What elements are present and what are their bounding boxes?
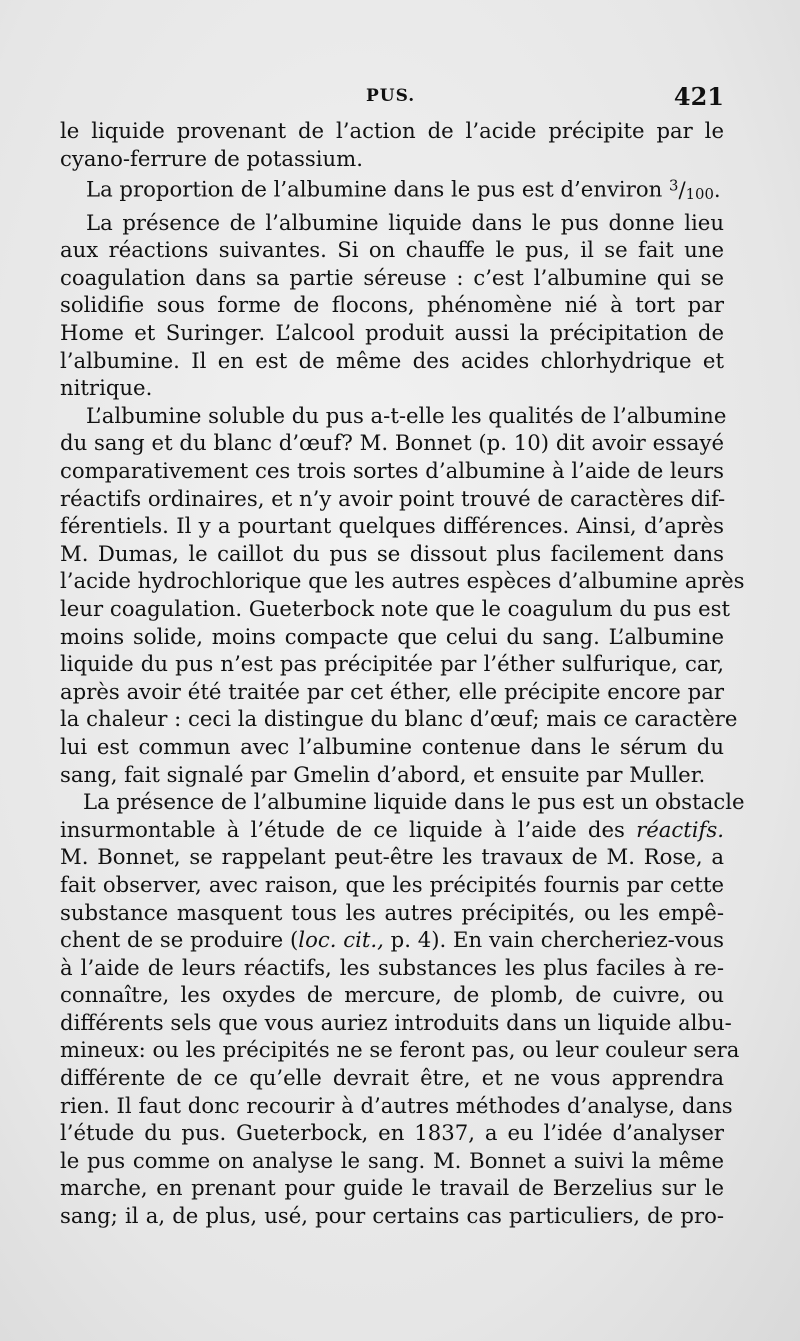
text-line: connaître, les oxydes de mercure, de plomb, de cuivre, ou [60,982,724,1008]
text-line-content: insurmontable à l’étude de ce liquide à l’aide des [60,816,625,842]
text-line: sang; il a, de plus, usé, pour certains cas particuliers, de pro- [60,1203,724,1229]
text-line: L’albumine soluble du pus a-t-elle les qualités de l’albumine [86,402,727,428]
text-line: nitrique. [60,375,153,401]
text-line [60,816,724,844]
text-line: fait observer, avec raison, que les précipités fournis par cette [60,871,724,897]
text-line: solidifie sous forme de flocons, phénomène nié à tort par [60,292,724,318]
text-line [60,172,724,208]
text-line-content: La proportion de l’albumine dans le pus est d’environ [86,176,663,202]
text-line: coagulation dans sa partie séreuse : c’est l’albumine qui se [60,264,724,290]
text-line [60,926,724,954]
text-line: après avoir été traitée par cet éther, elle précipite encore par [60,678,724,704]
text-line: férentiels. Il y a pourtant quelques différences. Ainsi, d’après [60,513,724,539]
text-line: différente de ce qu’elle devrait être, et ne vous apprendra [60,1065,724,1091]
fraction: $^3$/100. [669,176,721,204]
text-line: l’acide hydrochlorique que les autres espèces d’albumine après [60,568,745,594]
body-text [60,117,745,1230]
text-line: La présence de l’albumine liquide dans le pus est un obstacle [83,789,745,815]
text-line: leur coagulation. Gueterbock note que le coagulum du pus est [60,595,731,621]
text-line: cyano-ferrure de potassium. [60,145,364,171]
running-head: PUS. [366,86,416,106]
italic-term: réactifs. [636,816,724,842]
text-line: La présence de l’albumine liquide dans le pus donne lieu [86,209,724,235]
text-line: à l’aide de leurs réactifs, les substances les plus faciles à re- [60,954,724,980]
text-line: aux réactions suivantes. Si on chauffe le pus, il se fait une [60,237,724,263]
text-line-content: chent de se produire ( [60,927,299,953]
text-line: réactifs ordinaires, et n’y avoir point trouvé de caractères dif- [60,485,726,511]
text-line: lui est commun avec l’albumine contenue dans le sérum du [60,733,724,759]
text-line: la chaleur : ceci la distingue du blanc d’œuf; mais ce caractère [60,706,738,732]
page-number: 421 [673,82,724,111]
text-line: du sang et du blanc d’œuf? M. Bonnet (p. 10) dit avoir essayé [60,430,724,456]
text-line: marche, en prenant pour guide le travail de Berzelius sur le [60,1175,724,1201]
text-line: comparativement ces trois sortes d’albumine à l’aide de leurs [60,458,724,484]
text-line: le liquide provenant de l’action de l’acide précipite par le [60,118,724,143]
text-line: mineux: ou les précipités ne se feront pas, ou leur couleur sera [60,1037,740,1063]
text-line-content: p. 4). En vain chercheriez-vous [383,927,725,953]
page-header [60,84,724,114]
text-line: moins solide, moins compacte que celui du sang. L’albumine [60,623,724,649]
text-line: substance masquent tous les autres précipités, ou les empê- [60,899,724,925]
text-line: l’albumine. Il en est de même des acides chlorhydrique et [60,347,724,373]
text-line: l’étude du pus. Gueterbock, en 1837, a eu l’idée d’analyser [60,1120,724,1146]
text-line: différents sels que vous auriez introduits dans un liquide albu- [60,1009,732,1035]
text-line: liquide du pus n’est pas précipitée par l’éther sulfurique, car, [60,651,724,677]
text-line: le pus comme on analyse le sang. M. Bonnet a suivi la même [60,1147,724,1173]
italic-citation: loc. cit., [298,927,384,953]
text-line: M. Dumas, le caillot du pus se dissout plus facilement dans [60,540,724,566]
text-line: rien. Il faut donc recourir à d’autres méthodes d’analyse, dans [60,1092,733,1118]
text-line: Home et Suringer. L’alcool produit aussi la précipitation de [60,320,724,346]
text-line: M. Bonnet, se rappelant peut-être les travaux de M. Rose, a [60,844,724,870]
text-line: sang, fait signalé par Gmelin d’abord, et ensuite par Muller. [60,761,706,787]
